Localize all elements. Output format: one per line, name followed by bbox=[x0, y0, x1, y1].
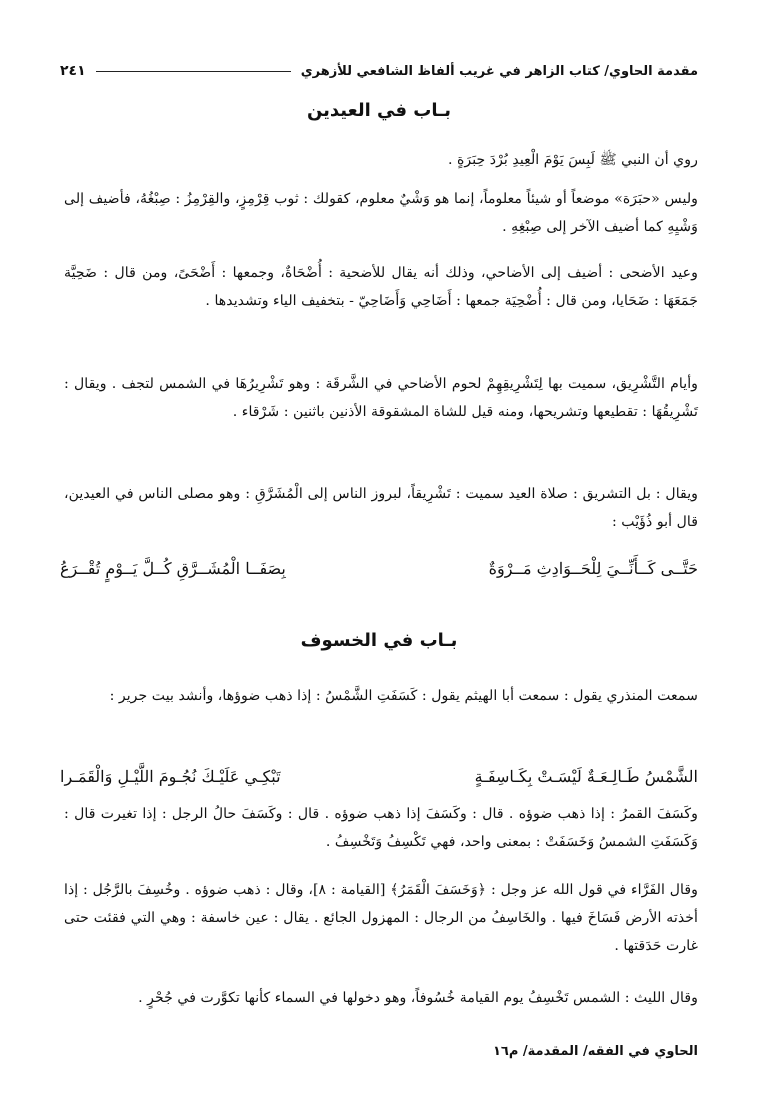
verse-first-hemistich: الشَّمْسُ طَـالِـعَـةٌ لَيْسَـتْ بِكَـاسِفَـةٍ bbox=[474, 766, 698, 786]
verse-second-hemistich: بِصَفَــا الْمُشَــرَّقِ كُــلَّ يَــوْمٍ تُقْــرَعُ bbox=[60, 558, 286, 578]
section-heading-khusuf: بـاب في الخسوف bbox=[300, 630, 458, 651]
header-rule bbox=[96, 71, 291, 72]
paragraph: روي أن النبي ﷺ لَبِسَ يَوْمَ الْعِيدِ بُرْدَ حِبَرَةٍ . bbox=[447, 152, 698, 168]
verse-second-hemistich: تَبْكِـي عَلَيْـكَ نُجُـومَ اللَّيْـلِ وَالْقَمَـرا bbox=[60, 766, 281, 786]
paragraph: وقال الفَرَّاء في قول الله عز وجل : ﴿وَخَسَفَ الْقَمَرُ﴾ [القيامة : ٨]، وقال : ذهب ضوؤه . وخُسِفَ بالرَّجُل : إذا أخذته الأرض فَسَاخَ فيها . والخَاسِفُ من الرجال : المهزول الجائع . يقال : عين خاسفة : وهي التي فقئت حتى غارت حَدَقتها . bbox=[64, 882, 698, 954]
poem-verse bbox=[60, 758, 698, 794]
paragraph: وعيد الأضحى : أضيف إلى الأضاحي، وذلك أنه يقال للأضحية : أُضْحَاةٌ، وجمعها : أَضْحَىً، ومن قال : ضَحِيَّة جَمَعَهَا : ضَحَايا، ومن قال : أُضْحِيَة جمعها : أَضَاحِي وَأَضَاحِيّ - بتخفيف الياء وتشديدها . bbox=[64, 265, 698, 309]
paragraph: وليس «حبَرَة» موضعاً أو شيئاً معلوماً، إنما هو وَشْيٌ معلوم، كقولك : ثوب قِرْمِزٍ، والقِرْمِزُ : صِبْغُهُ، فأضيف إلى وَشْيِهِ كما أضيف الآخر إلى صِبْغِهِ . bbox=[64, 191, 698, 235]
paragraph: وكَسَفَ القمرُ : إذا ذهب ضوؤه . قال : وكَسَفَ إذا ذهب ضوؤه . قال : وكَسَفَ حالُ الرجل : إذا تغيرت قال : وَكَسَفَتِ الشمسُ وَخَسَفَتْ : بمعنى واحد، فهي تَكْسِفُ وَتَخْسِفُ . bbox=[64, 806, 698, 850]
paragraph: سمعت المنذري يقول : سمعت أبا الهيثم يقول : كَسَفَتِ الشَّمْسُ : إذا ذهب ضوؤها، وأنشد بيت جرير : bbox=[109, 688, 698, 704]
poem-verse bbox=[60, 550, 698, 586]
section-heading-eidain: بـاب في العيدين bbox=[306, 100, 452, 121]
header-title: مقدمة الحاوي/ كتاب الزاهر في غريب ألفاظ الشافعي للأزهري bbox=[300, 63, 698, 79]
paragraph: ويقال : بل التشريق : صلاة العيد سميت : تَشْرِيقاً، لبروز الناس إلى الْمُشَرَّقِ : وهو مصلى الناس في العيدين، قال أبو ذُؤَيْب : bbox=[64, 486, 698, 530]
paragraph: وقال الليث : الشمس تَخْسِفُ يوم القيامة خُسُوفاً، وهو دخولها في السماء كأنها تكوَّرت في جُحْرٍ . bbox=[138, 990, 698, 1006]
verse-first-hemistich: حَتَّــى كَــأَنِّــيَ لِلْحَــوَادِثِ مَــرْوَةٌ bbox=[488, 558, 698, 578]
page-footer: الحاوي في الفقه/ المقدمة/ م١٦ bbox=[492, 1044, 698, 1059]
page-number: ٢٤١ bbox=[60, 63, 86, 79]
running-header bbox=[60, 58, 698, 84]
paragraph: وأيام التَّشْرِيق، سميت بها لِتَشْرِيقِهِمْ لحوم الأضاحي في الشَّرقَة : وهو تَشْرِيرُهَا في الشمس لتجف . ويقال : تَشْرِيقُهَا : تقطيعها وتشريحها، ومنه قيل للشاة المشقوقة الأذنين باثنين : شَرْقاء . bbox=[64, 376, 698, 420]
